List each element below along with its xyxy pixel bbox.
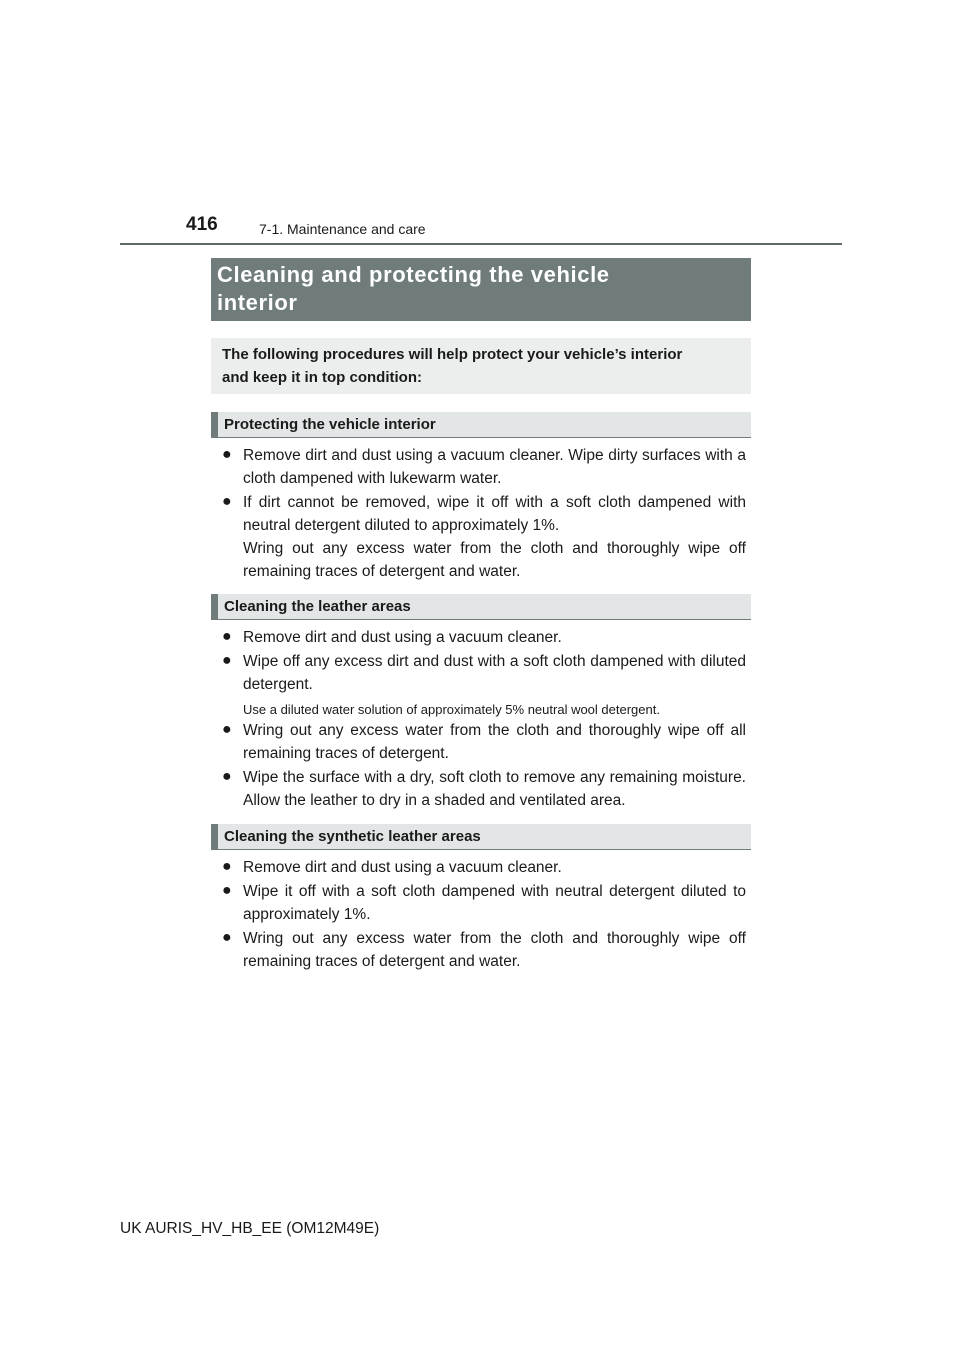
bullet-icon: ● bbox=[222, 652, 232, 669]
bullet-icon: ● bbox=[222, 446, 232, 463]
intro-box bbox=[211, 338, 751, 394]
title-banner bbox=[211, 258, 751, 321]
list-item-text: Remove dirt and dust using a vacuum cleaner. Wipe dirty surfaces with a cloth dampened with lukewarm water. bbox=[243, 447, 746, 487]
list-item-text: Wring out any excess water from the cloth and thoroughly wipe off all remaining traces of detergent. bbox=[243, 722, 746, 762]
list-item-text: Remove dirt and dust using a vacuum cleaner. bbox=[243, 629, 562, 646]
list-item-text: Wring out any excess water from the cloth and thoroughly wipe off remaining traces of detergent and water. bbox=[243, 930, 746, 970]
bullet-icon: ● bbox=[222, 721, 232, 738]
page-title-line-1: Cleaning and protecting the vehicle bbox=[217, 262, 610, 287]
list-item bbox=[222, 650, 746, 696]
bullet-icon: ● bbox=[222, 929, 232, 946]
bullet-icon: ● bbox=[222, 493, 232, 510]
list-item bbox=[222, 626, 746, 649]
list-item-text: If dirt cannot be removed, wipe it off with a soft cloth dampened with neutral detergent diluted to approximately 1%. bbox=[243, 494, 746, 534]
sub-heading-synthetic-leather-areas: Cleaning the synthetic leather areas bbox=[211, 824, 751, 850]
list-item-text-continued: Wring out any excess water from the cloth and thoroughly wipe off remaining traces of detergent and water. bbox=[243, 540, 746, 580]
list-item bbox=[222, 719, 746, 765]
list-item-text: Wipe it off with a soft cloth dampened with neutral detergent diluted to approximately 1%. bbox=[243, 883, 746, 923]
section-label: 7-1. Maintenance and care bbox=[259, 221, 426, 237]
page-number: 416 bbox=[186, 214, 218, 235]
bullet-list-leather-areas-a bbox=[222, 626, 746, 697]
list-item bbox=[222, 856, 746, 879]
sub-heading-leather-areas: Cleaning the leather areas bbox=[211, 594, 751, 620]
list-item bbox=[222, 491, 746, 583]
list-item bbox=[222, 880, 746, 926]
list-item bbox=[222, 766, 746, 812]
bullet-list-protecting-interior bbox=[222, 444, 746, 584]
list-item-text: Wipe off any excess dirt and dust with a soft cloth dampened with diluted detergent. bbox=[243, 653, 746, 693]
footer-model-code: UK AURIS_HV_HB_EE (OM12M49E) bbox=[120, 1220, 380, 1237]
page-title-line-2: interior bbox=[217, 290, 298, 315]
intro-line-1: The following procedures will help protect your vehicle’s interior bbox=[222, 346, 683, 363]
intro-line-2: and keep it in top condition: bbox=[222, 369, 422, 386]
bullet-list-synthetic-leather-areas bbox=[222, 856, 746, 974]
bullet-list-leather-areas-b bbox=[222, 719, 746, 813]
list-item bbox=[222, 927, 746, 973]
bullet-icon: ● bbox=[222, 882, 232, 899]
list-item-text: Remove dirt and dust using a vacuum cleaner. bbox=[243, 859, 562, 876]
bullet-icon: ● bbox=[222, 768, 232, 785]
list-item-text: Wipe the surface with a dry, soft cloth to remove any remaining moisture. Allow the leather to dry in a shaded and ventilated area. bbox=[243, 769, 746, 809]
note-text: Use a diluted water solution of approximately 5% neutral wool detergent. bbox=[243, 702, 660, 717]
header-rule bbox=[120, 243, 842, 245]
list-item bbox=[222, 444, 746, 490]
bullet-icon: ● bbox=[222, 858, 232, 875]
sub-heading-protecting-interior: Protecting the vehicle interior bbox=[211, 412, 751, 438]
bullet-icon: ● bbox=[222, 628, 232, 645]
